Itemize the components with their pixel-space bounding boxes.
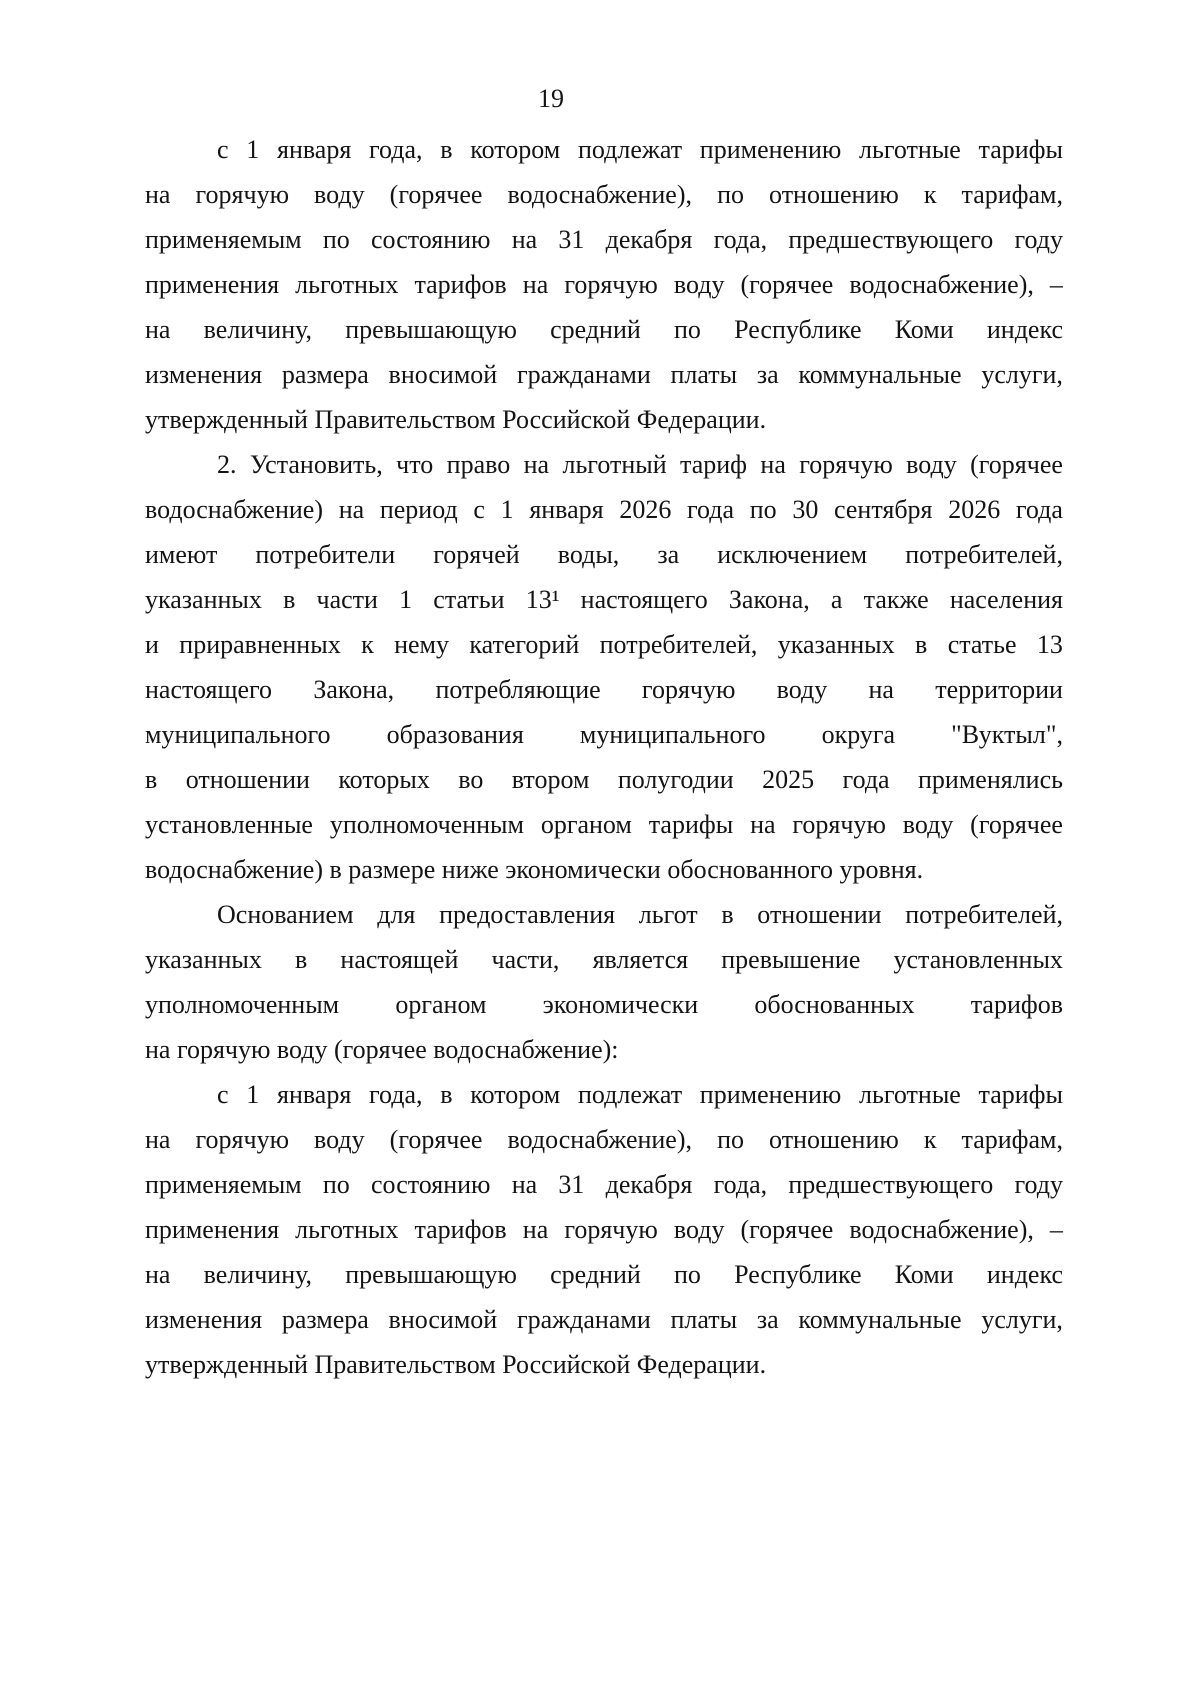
word: гражданами [516,360,651,389]
word: Республике [734,315,862,344]
word: полугодии [617,765,734,794]
word: на [760,450,786,479]
word: применяемым [145,225,302,254]
word: муниципального [579,720,766,749]
word: установленных [893,945,1063,974]
word: приравненных [179,630,341,659]
word: муниципального [145,720,331,749]
word: тарифов [970,990,1063,1019]
word: применения [145,1215,280,1244]
word: применения [145,270,280,299]
word: настоящего [145,675,273,704]
text-line [145,487,1063,532]
word: к [923,180,937,209]
paragraph [145,127,1063,442]
text-line [145,622,1063,667]
word: органом [395,990,487,1019]
word: воду [673,270,725,299]
word: горячую [564,270,658,299]
word: воду [906,450,957,479]
word: (горячее [740,1215,834,1244]
word: водоснабжение) [145,495,323,524]
word: котором [470,135,561,164]
word: года, [713,1170,768,1199]
word: указанных [777,630,895,659]
word: воду [776,675,828,704]
word: потребителей, [905,900,1063,929]
word: установленные [145,810,313,839]
word: состоянию [371,225,491,254]
document-body [145,127,1063,1387]
word: нему [394,630,450,659]
page-number: 19 [538,84,564,113]
word: статье [947,630,1017,659]
word: году [1014,1170,1063,1199]
word: по [322,1170,350,1199]
text-line [145,217,1063,262]
word: изменения [145,360,263,389]
word: применялись [918,765,1063,794]
word: применению [699,135,842,164]
word: отношении [757,900,882,929]
word: по [717,180,744,209]
text-line [145,1162,1063,1207]
word: для [377,900,416,929]
word: период [379,495,458,524]
paragraph [145,892,1063,1072]
word: за [756,1305,779,1334]
word: 1 [246,1080,260,1109]
word: льготных [295,270,399,299]
word: с [217,1080,229,1109]
word: Республике [734,1260,862,1289]
word: по [749,495,777,524]
word: сентября [834,495,933,524]
word: воду [673,1215,725,1244]
text-line: на горячую воду (горячее водоснабжение): [145,1035,619,1064]
word: воды, [557,540,620,569]
word: на [145,315,171,344]
word: в [440,1080,453,1109]
word: предоставления [439,900,616,929]
word: и [145,630,159,659]
text-line [145,1207,1063,1252]
word: потребителей, [905,540,1063,569]
word: декабря [605,225,693,254]
word: превышение [721,945,861,974]
word: горячую [799,450,893,479]
word: тарифов [414,1215,507,1244]
word: 30 [792,495,819,524]
word: льготные [859,1080,961,1109]
word: на [868,675,894,704]
word: года, [713,225,768,254]
word: предшествующего [788,1170,994,1199]
word: 2026 [948,495,1001,524]
word: обоснованных [754,990,915,1019]
word: на [511,1170,538,1199]
word: исключением [717,540,868,569]
word: декабря [605,1170,693,1199]
word: размера [281,1305,369,1334]
word: коммунальные [798,360,962,389]
word: на [511,225,538,254]
word: горячую [564,1215,658,1244]
word: воду [902,810,954,839]
word: водоснабжение), [849,270,1034,299]
word: льгот [638,900,698,929]
word: Закона, [313,675,395,704]
text-line [145,532,1063,577]
word: категорий [469,630,580,659]
text-line [145,262,1063,307]
word: 1 [246,135,260,164]
word: воду [314,180,365,209]
word: году [1014,225,1063,254]
word: указанных [145,585,262,614]
word: в [283,585,296,614]
word: индекс [986,315,1063,344]
word: котором [470,1080,561,1109]
word: платы [670,360,738,389]
word: 2025 [762,765,815,794]
word: во [458,765,484,794]
word: Основанием [217,900,354,929]
word: 13 [1036,630,1063,659]
word: тарифов [414,270,507,299]
word: экономически [542,990,699,1019]
word: года [687,495,735,524]
word: водоснабжение), [507,180,693,209]
word: отношении [185,765,310,794]
word: в [440,135,453,164]
word: потребляющие [435,675,601,704]
word: в [145,765,158,794]
word: за [657,540,680,569]
text-line [145,937,1063,982]
word: право [446,450,511,479]
word: 1 [500,495,514,524]
word: на [145,1260,171,1289]
text-line [145,127,1063,172]
word: тарифам, [961,1125,1063,1154]
text-line [145,1252,1063,1297]
word: применению [699,1080,842,1109]
word: вносимой [388,360,498,389]
word: (горячее [970,450,1063,479]
word: величину, [203,1260,313,1289]
word: средний [550,315,641,344]
word: на [750,810,776,839]
text-line [145,1072,1063,1117]
word: (горячее [389,1125,483,1154]
word: настоящего [580,585,708,614]
text-line [145,577,1063,622]
text-line: водоснабжение) в размере ниже экономически обоснованного уровня. [145,855,924,884]
word: тарифы [978,135,1063,164]
word: воду [314,1125,365,1154]
text-line [145,1297,1063,1342]
text-line [145,307,1063,352]
word: применяемым [145,1170,302,1199]
word: на [522,270,549,299]
word: в [295,945,308,974]
word: образования [386,720,524,749]
word: 2. [217,450,237,479]
word: на [145,180,171,209]
word: – [1049,1215,1063,1244]
word: является [592,945,689,974]
text-line [145,442,1063,487]
word: территории [935,675,1063,704]
word: за [756,360,779,389]
word: горячую [641,675,736,704]
word: льготных [295,1215,399,1244]
word: горячую [792,810,886,839]
word: года, [369,135,423,164]
word: также [863,585,929,614]
word: подлежат [577,135,683,164]
text-line [145,352,1063,397]
word: Коми [894,315,954,344]
word: имеют [145,540,218,569]
word: Установить, [249,450,383,479]
word: по [674,1260,701,1289]
word: – [1049,270,1063,299]
text-line [145,172,1063,217]
word: по [674,315,701,344]
text-line [145,982,1063,1027]
word: на [338,495,365,524]
word: 31 [558,225,585,254]
word: которых [338,765,430,794]
word: 13¹ [525,585,560,614]
word: превышающую [345,1260,517,1289]
word: льготный [562,450,667,479]
word: "Вуктыл", [951,720,1063,749]
paragraph [145,1072,1063,1387]
word: отношению [769,180,899,209]
word: года, [369,1080,423,1109]
word: подлежат [577,1080,683,1109]
word: в [721,900,734,929]
word: горячую [195,1125,289,1154]
word: вносимой [388,1305,498,1334]
word: тарифы [648,810,734,839]
word: индекс [986,1260,1063,1289]
word: с [217,135,229,164]
word: января [529,495,604,524]
word: потребителей, [599,630,758,659]
word: в [915,630,928,659]
word: услуги, [981,360,1063,389]
word: величину, [203,315,313,344]
text-line [145,757,1063,802]
word: по [322,225,350,254]
word: 31 [558,1170,585,1199]
word: тарифы [978,1080,1063,1109]
word: января [276,135,352,164]
word: Закона, [728,585,810,614]
word: тарифам, [961,180,1063,209]
word: льготные [859,135,961,164]
word: к [361,630,374,659]
paragraph [145,442,1063,892]
word: (горячее [389,180,483,209]
word: тариф [680,450,748,479]
word: населения [949,585,1063,614]
word: втором [511,765,590,794]
word: услуги, [981,1305,1063,1334]
word: (горячее [740,270,834,299]
word: органом [540,810,632,839]
word: части, [491,945,560,974]
word: что [396,450,434,479]
word: округа [821,720,896,749]
word: на [145,1125,171,1154]
word: горячую [195,180,289,209]
word: статьи [433,585,505,614]
word: средний [550,1260,641,1289]
word: а [830,585,843,614]
word: к [923,1125,937,1154]
word: уполномоченным [145,990,340,1019]
word: коммунальные [798,1305,962,1334]
word: изменения [145,1305,263,1334]
word: превышающую [345,315,517,344]
word: по [717,1125,744,1154]
word: потребители [255,540,396,569]
word: уполномоченным [329,810,524,839]
text-line [145,667,1063,712]
word: настоящей [340,945,459,974]
word: на [523,450,550,479]
word: размера [281,360,369,389]
word: горячей [433,540,520,569]
text-line [145,712,1063,757]
word: водоснабжение), [849,1215,1034,1244]
word: части [316,585,378,614]
word: с [473,495,485,524]
word: платы [670,1305,738,1334]
word: указанных [145,945,262,974]
word: Коми [894,1260,954,1289]
word: на [522,1215,549,1244]
word: (горячее [970,810,1063,839]
word: состоянию [371,1170,491,1199]
text-line: утвержденный Правительством Российской Федерации. [145,1350,767,1379]
text-line [145,892,1063,937]
text-line: утвержденный Правительством Российской Федерации. [145,405,767,434]
word: 2026 [619,495,672,524]
word: 1 [399,585,413,614]
word: года [1015,495,1063,524]
word: водоснабжение), [507,1125,693,1154]
word: года [842,765,890,794]
word: отношению [769,1125,899,1154]
word: предшествующего [788,225,994,254]
word: гражданами [516,1305,651,1334]
text-line [145,1117,1063,1162]
word: января [276,1080,352,1109]
text-line [145,802,1063,847]
